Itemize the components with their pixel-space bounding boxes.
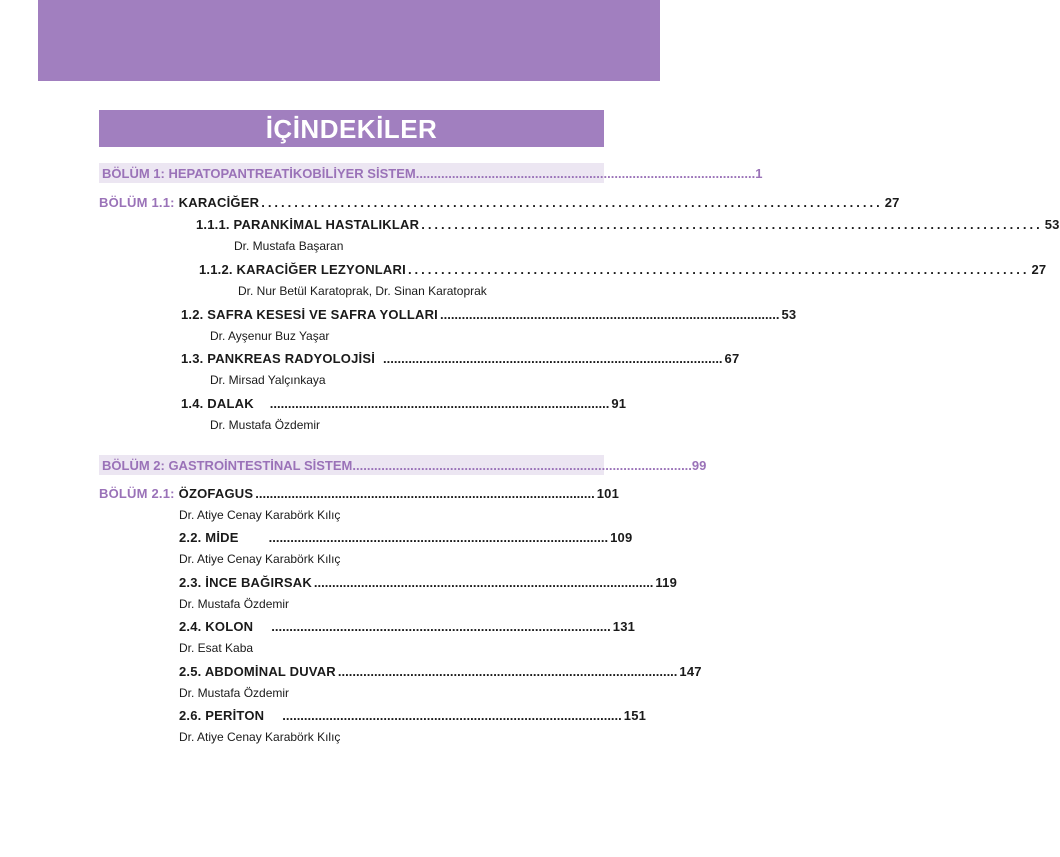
toc-entry-label: 2.4. KOLON [179,618,254,634]
page-number: 67 [724,350,740,366]
toc-entry-ozofagus[interactable] [99,483,620,503]
toc-entry-safra[interactable] [181,304,797,324]
author-name: Dr. Ayşenur Buz Yaşar [210,329,330,343]
dot-leader: .............................................................................................. [352,457,692,473]
dot-leader: .............................................................................................. [421,216,1043,232]
toc-entry-lezyonlari[interactable] [199,259,1047,279]
page-number: 27 [884,194,900,210]
author-name: Dr. Mustafa Özdemir [179,597,290,611]
toc-entry-label: 1.1.2. KARACİĞER LEZYONLARI [199,261,406,277]
toc-entry-label: KARACİĞER [178,194,260,210]
page-number: 91 [611,395,627,411]
toc-entry-label: 1.2. SAFRA KESESİ VE SAFRA YOLLARI [181,306,438,322]
author-name: Dr. Nur Betül Karatoprak, Dr. Sinan Karatoprak [238,284,487,298]
toc-entry-periton[interactable] [179,705,647,725]
page-number: 131 [612,618,636,634]
chapter-prefix: BÖLÜM 2.1: [99,485,175,501]
toc-entry-label: 2.3. İNCE BAĞIRSAK [179,574,312,590]
dot-leader: .............................................................................................. [255,485,595,501]
toc-entry-label: 1.4. DALAK [181,395,254,411]
dot-leader: .............................................................................................. [268,529,609,545]
toc-entry-parankimal[interactable] [196,214,1060,234]
header-band [38,0,660,81]
page-number: 99 [691,457,707,473]
toc-entry-mide[interactable] [179,527,633,547]
section-heading-label: BÖLÜM 1: HEPATOPANTREATİKOBİLİYER SİSTEM [102,165,416,181]
author-name: Dr. Mirsad Yalçınkaya [210,373,326,387]
dot-leader: .............................................................................................. [271,618,611,634]
section-heading-label: BÖLÜM 2: GASTROİNTESTİNAL SİSTEM [102,457,353,473]
author-name: Dr. Mustafa Özdemir [210,418,321,432]
page-number: 151 [623,707,647,723]
toc-entry-dalak[interactable] [181,393,627,413]
author-name: Dr. Mustafa Başaran [234,239,344,253]
toc-entry-ince-bagirsak[interactable] [179,572,677,592]
dot-leader: .............................................................................................. [313,574,654,590]
toc-entry-pankreas[interactable] [181,348,740,368]
author-name: Dr. Mustafa Özdemir [179,686,290,700]
toc-entry-label: ÖZOFAGUS [178,485,254,501]
page-number: 1 [755,165,763,181]
dot-leader: .............................................................................................. [383,350,723,366]
author-name: Dr. Atiye Cenay Karabörk Kılıç [179,508,341,522]
page-number: 109 [610,529,633,545]
page-title: İÇİNDEKİLER [99,110,604,147]
toc-entry-label: 2.2. MİDE [179,529,239,545]
page-number: 53 [781,306,797,322]
author-name: Dr. Atiye Cenay Karabörk Kılıç [179,730,341,744]
page-number: 27 [1031,261,1047,277]
dot-leader: .............................................................................................. [282,707,622,723]
toc-entry-abdominal-duvar[interactable] [179,661,702,681]
page-number: 119 [655,574,677,590]
page-number: 53 [1044,216,1060,232]
dot-leader: .............................................................................................. [415,165,756,181]
toc-entry-label: 2.5. ABDOMİNAL DUVAR [179,663,336,679]
chapter-prefix: BÖLÜM 1.1: [99,194,175,210]
dot-leader: .............................................................................................. [261,194,883,210]
section-heading-1[interactable] [99,163,763,183]
dot-leader: .............................................................................................. [407,261,1030,277]
author-name: Dr. Esat Kaba [179,641,254,655]
page-number: 101 [596,485,620,501]
author-name: Dr. Atiye Cenay Karabörk Kılıç [179,552,341,566]
dot-leader: .............................................................................................. [439,306,780,322]
toc-entry-label: 1.1.1. PARANKİMAL HASTALIKLAR [196,216,420,232]
dot-leader: .............................................................................................. [337,663,678,679]
section-heading-2[interactable] [99,455,707,475]
toc-entry-label: 1.3. PANKREAS RADYOLOJİSİ [181,350,376,366]
dot-leader: .............................................................................................. [269,395,610,411]
page-number: 147 [679,663,702,679]
toc-entry-karaciger[interactable] [99,192,900,212]
toc-entry-kolon[interactable] [179,616,636,636]
toc-entry-label: 2.6. PERİTON [179,707,265,723]
